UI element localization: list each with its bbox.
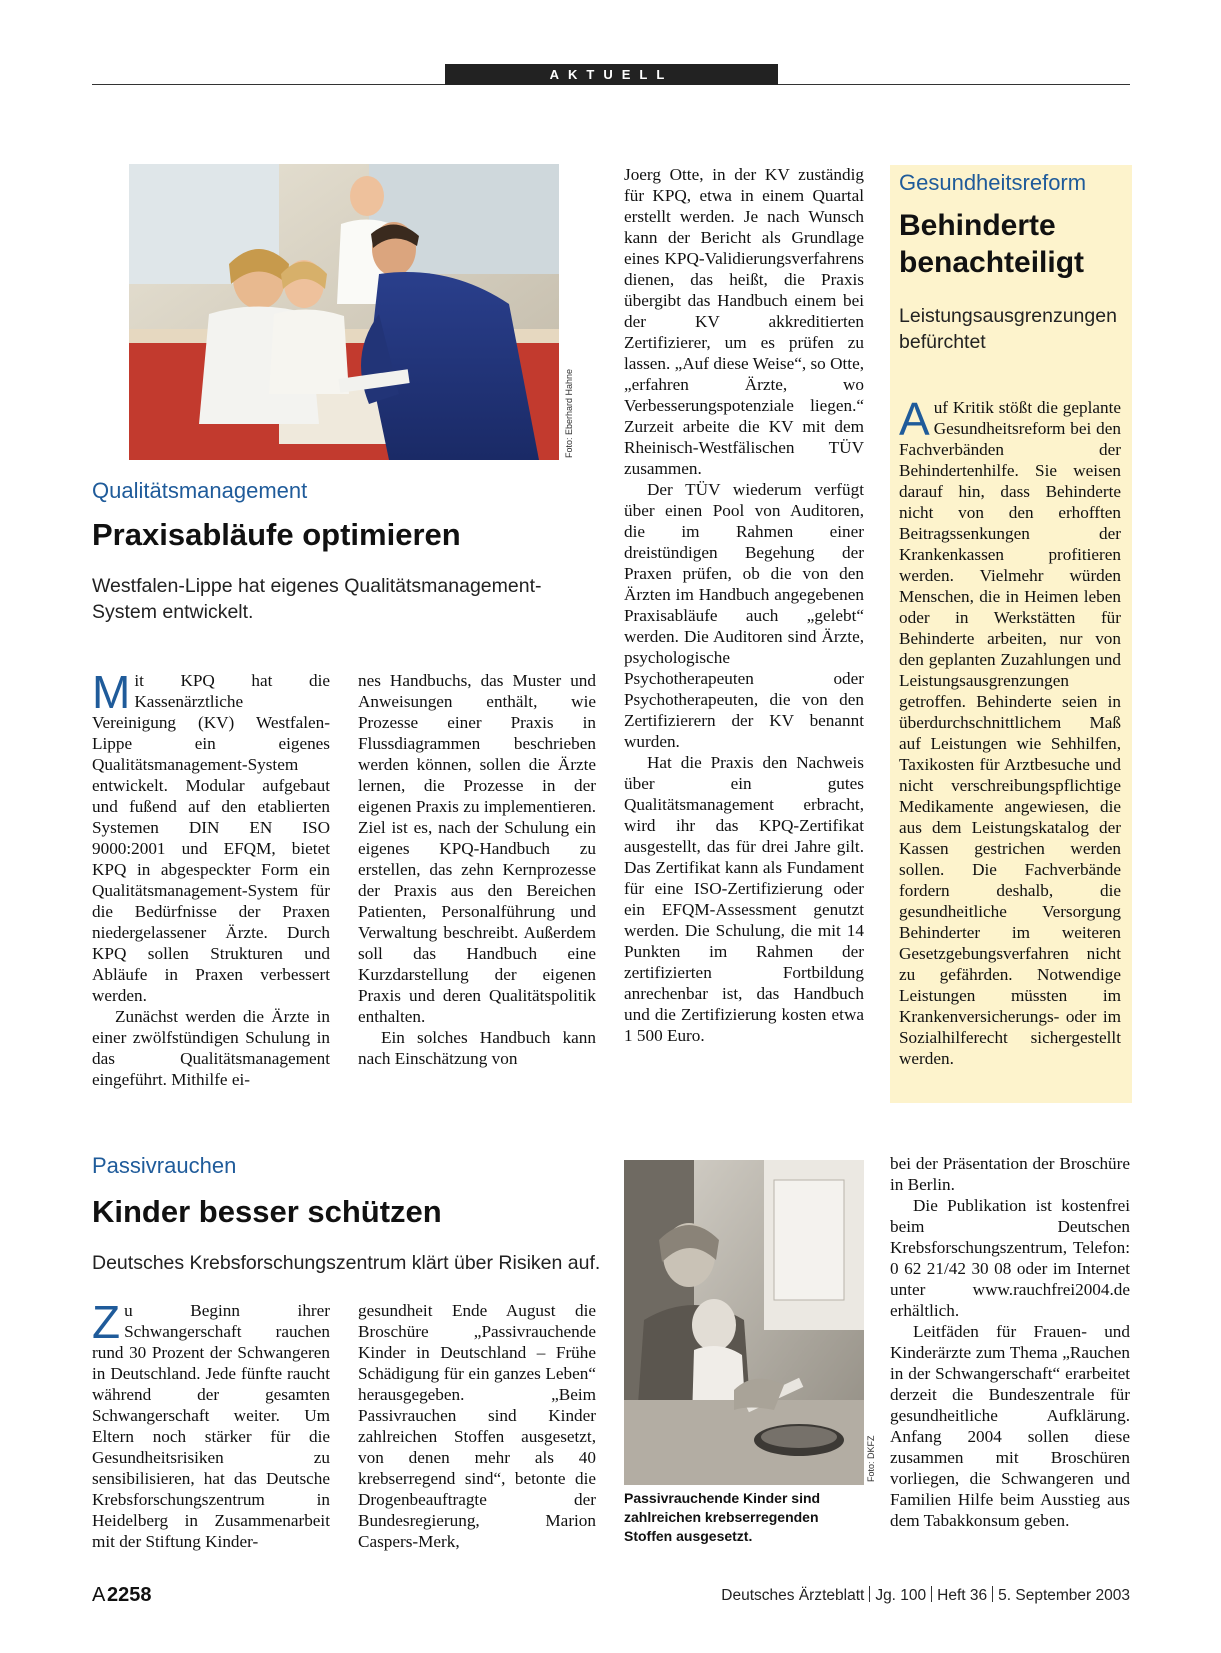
- article2-column-1: [92, 1296, 330, 1552]
- page-prefix: A: [92, 1584, 106, 1606]
- article1-photo-credit: Foto: Eberhard Hahne: [564, 368, 574, 458]
- mother-child-smoking-illustration: [624, 1160, 864, 1485]
- sidebar-kicker: Gesundheitsreform: [899, 170, 1087, 195]
- footer-publication: [721, 1586, 1130, 1605]
- sidebar-dropcap: A: [899, 393, 930, 445]
- clinic-reception-illustration: [129, 164, 559, 460]
- article1-paragraph: Zunächst werden die Ärzte in einer zwölfstündigen Schulung in das Qualitätsmanagement eingeführt. Mithilfe ei-: [92, 1007, 330, 1089]
- journal-name: Deutsches Ärzteblatt: [721, 1587, 865, 1604]
- article1-photo: [129, 164, 559, 460]
- article2-kicker: Passivrauchen: [92, 1153, 237, 1178]
- article2-photo: [624, 1160, 864, 1485]
- article1-dropcap: M: [92, 666, 131, 718]
- article2-paragraph: bei der Präsentation der Broschüre in Berlin.: [890, 1154, 1130, 1194]
- sidebar-box: [890, 165, 1132, 1103]
- article2-headline: Kinder besser schützen: [92, 1194, 442, 1229]
- article2-column-2: [358, 1300, 596, 1552]
- article2-paragraph: Leitfäden für Frauen- und Kinderärzte zum Thema „Rauchen in der Schwangerschaft“ erarbeitet derzeit die Bundeszentrale für gesundheitliche Aufklärung. Anfang 2004 sollen diese zusammen mit Broschüren vorliegen, die Schwangeren und Familien Hilfe beim Ausstieg aus dem Tabakkonsum geben.: [890, 1322, 1130, 1530]
- footer-separator: [869, 1586, 870, 1602]
- article2-deck: Deutsches Krebsforschungszentrum klärt über Risiken auf.: [92, 1252, 601, 1274]
- article1-paragraph: nes Handbuchs, das Muster und Anweisungen enthält, wie Prozesse einer Praxis in Flussdiagrammen beschrieben werden können, sollen die Ärzte lernen, die Prozesse in der eigenen Praxis zu implementieren. Ziel ist es, nach der Schulung ein eigenes KPQ-Handbuch zu erstellen, das zehn Kernprozesse der Praxis aus den Bereichen Patienten, Personalführung und Verwaltung beschreibt. Außerdem soll das Handbuch eine Kurzdarstellung der eigenen Praxis und deren Qualitätspolitik enthalten.: [358, 671, 596, 1026]
- article2-paragraph: gesundheit Ende August die Broschüre „Passivrauchende Kinder in Deutschland – Frühe Schädigung für ein ganzes Leben“ herausgegeben. „Beim Passivrauchen sind Kinder zahlreichen Stoffen ausgesetzt, von denen mehr als 40 krebserregend sind“, betonte die Drogenbeauftragte der Bundesregierung, Marion Caspers-Merk,: [358, 1301, 596, 1551]
- article2-dropcap: Z: [92, 1296, 121, 1348]
- article1-column-3: [624, 164, 864, 1046]
- article2-photo-caption: Passivrauchende Kinder sind zahlreichen krebserregenden Stoffen ausgesetzt.: [624, 1490, 821, 1544]
- article1-column-1: [92, 666, 330, 1090]
- sidebar-deck: Leistungsausgrenzungen befürchtet: [899, 305, 1117, 353]
- article1-paragraph: Ein solches Handbuch kann nach Einschätzung von: [358, 1028, 596, 1068]
- article1-column-2: [358, 670, 596, 1069]
- footer-separator: [992, 1586, 993, 1602]
- journal-date: 5. September 2003: [998, 1587, 1130, 1604]
- article1-paragraph: Joerg Otte, in der KV zuständig für KPQ, etwa in einem Quartal erstellt werden. Je nach Wunsch kann der Bericht als Grundlage eines KPQ-Validierungsverfahrens dienen, das heißt, die Praxis übergibt das Handbuch einem bei der KV akkreditierten Zertifizierer, um es prüfen zu lassen. „Auf diese Weise“, so Otte, „erfahren Ärzte, wo Verbesserungspotenziale liegen.“ Zurzeit arbeite die KV mit dem Rheinisch-Westfälischen TÜV zusammen.: [624, 165, 864, 478]
- page-number: [92, 1584, 152, 1607]
- article1-headline: Praxisabläufe optimieren: [92, 517, 461, 552]
- page-number-value: 2258: [107, 1584, 152, 1606]
- sidebar-paragraph: uf Kritik stößt die geplante Gesundheitsreform bei den Fachverbänden der Behindertenhilfe. Sie weisen darauf hin, dass Behinderte nicht von den erhofften Beitragssenkungen der Krankenkassen profitieren werden. Vielmehr würden Menschen, die in Heimen leben oder in Werkstätten für Behinderte arbeiten, nur von den geplanten Zuzahlungen und Leistungsausgrenzungen getroffen. Behinderte seien in überdurchschnittlichem Maß auf Leistungen wie Sehhilfen, Taxikosten für Arztbesuche und nicht verschreibungspflichtige Medikamente angewiesen, die aus dem Leistungskatalog der Kassen gestrichen werden sollen. Die Fachverbände fordern deshalb, die gesundheitliche Versorgung Behinderter im weiteren Gesetzgebungsverfahren nicht zu gefährden. Notwendige Leistungen müssten im Krankenversicherungs- oder im Sozialhilferecht sichergestellt werden.: [899, 398, 1121, 1068]
- article1-paragraph: Hat die Praxis den Nachweis über ein gutes Qualitätsmanagement erbracht, wird ihr das KPQ-Zertifikat ausgestellt, das für drei Jahre gilt. Das Zertifikat kann als Fundament für eine ISO-Zertifizierung oder ein EFQM-Assessment genutzt werden. Die Schulung, die mit 14 Punkten im Rahmen der zertifizierten Fortbildung anrechenbar ist, das Handbuch und die Zertifizierung kosten etwa 1 500 Euro.: [624, 753, 864, 1045]
- article1-kicker: Qualitätsmanagement: [92, 478, 308, 503]
- sidebar-headline: Behinderte benachteiligt: [899, 209, 1085, 279]
- journal-volume: Jg. 100: [875, 1587, 927, 1604]
- article2-paragraph: Die Publikation ist kostenfrei beim Deutschen Krebsforschungszentrum, Telefon: 0 62 21/42 30 08 oder im Internet unter www.rauchfrei2004.de erhältlich.: [890, 1196, 1130, 1320]
- article2-photo-credit: Foto: DKFZ: [866, 1435, 876, 1482]
- article2-paragraph: u Beginn ihrer Schwangerschaft rauchen rund 30 Prozent der Schwangeren in Deutschland. Jede fünfte raucht während der gesamten Schwangerschaft weiter. Um Eltern noch stärker für die Gesundheitsrisiken zu sensibilisieren, hat das Deutsche Krebsforschungszentrum in Heidelberg in Zusammenarbeit mit der Stiftung Kinder-: [92, 1301, 330, 1551]
- sidebar-body: [899, 393, 1121, 1069]
- article1-paragraph: it KPQ hat die Kassenärztliche Vereinigung (KV) Westfalen-Lippe ein eigenes Qualitätsmanagement-System entwickelt. Modular aufgebaut und fußend auf den etablierten Systemen DIN EN ISO 9000:2001 und EFQM, bietet KPQ in abgespeckter Form ein Qualitätsmanagement-System für die Bedürfnisse der Praxen niedergelassener Ärzte. Durch KPQ sollen Strukturen und Abläufe in Praxen verbessert werden.: [92, 671, 330, 1005]
- article1-paragraph: Der TÜV wiederum verfügt über einen Pool von Auditoren, die im Rahmen einer dreistündigen Begehung der Praxen prüfen, ob die von den Ärzten im Handbuch angegebenen Praxisabläufe auch „gelebt“ werden. Die Auditoren sind Ärzte, psychologische Psychotherapeuten oder Psychotherapeuten, die von den Zertifizierern der KV benannt wurden.: [624, 480, 864, 751]
- article1-deck: Westfalen-Lippe hat eigenes Qualitätsmanagement-System entwickelt.: [92, 575, 542, 623]
- article2-column-3: [890, 1153, 1130, 1531]
- section-rubric: AKTUELL: [445, 64, 778, 85]
- journal-issue: Heft 36: [937, 1587, 988, 1604]
- footer-separator: [931, 1586, 932, 1602]
